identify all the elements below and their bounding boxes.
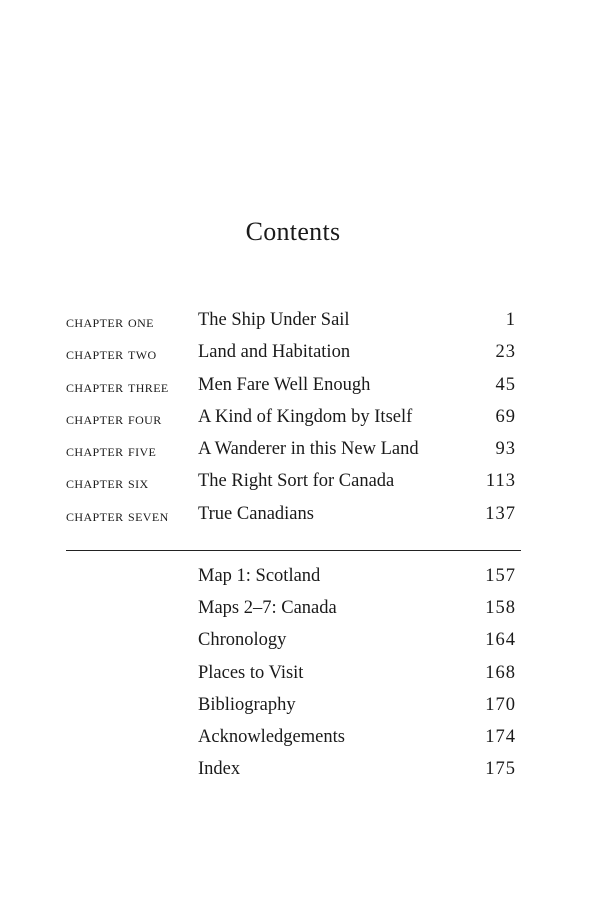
page-number: 23 [495,342,516,363]
chapter-title: The Right Sort for Canada [198,471,395,492]
chapter-title: A Kind of Kingdom by Itself [198,406,413,427]
toc-row [66,723,520,755]
back-matter-list [66,562,520,787]
chapter-title: True Canadians [198,503,314,524]
entry-title: Index [198,759,241,780]
page-number: 174 [485,726,516,747]
toc-row [66,659,520,691]
toc-row [66,435,520,467]
page-number: 175 [485,759,516,780]
page-number: 168 [485,662,516,683]
chapter-label: chapter four [66,408,162,428]
chapter-label: chapter two [66,344,157,364]
toc-row [66,306,520,338]
page-number: 157 [485,566,516,586]
entry-title: Map 1: Scotland [198,566,321,586]
chapter-title: Land and Habitation [198,342,351,363]
chapter-title: A Wanderer in this New Land [198,439,419,460]
page-number: 93 [495,439,516,460]
section-divider [66,550,521,551]
page-number: 45 [495,374,516,395]
toc-row [66,500,520,532]
entry-title: Chronology [198,630,287,651]
chapter-title: Men Fare Well Enough [198,374,371,395]
toc-row [66,562,520,594]
chapter-label: chapter seven [66,505,169,525]
page-title: Contents [245,217,341,246]
page-number: 137 [485,503,516,524]
page-number: 69 [495,406,516,427]
page-number: 113 [485,471,516,492]
page-number: 170 [485,694,516,715]
page-number: 1 [505,310,516,330]
toc-row [66,594,520,626]
chapter-label: chapter three [66,376,169,396]
chapter-label: chapter six [66,473,149,493]
chapter-label: chapter five [66,441,157,461]
toc-row [66,338,520,370]
toc-row [66,755,520,787]
chapter-title: The Ship Under Sail [198,310,350,330]
page-number: 164 [485,630,516,651]
entry-title: Maps 2–7: Canada [198,598,337,619]
chapter-label: chapter one [66,312,154,331]
toc-row [66,691,520,723]
page-number: 158 [485,598,516,619]
toc-row [66,626,520,658]
chapter-list [66,306,520,532]
toc-row [66,371,520,403]
entry-title: Acknowledgements [198,726,345,747]
entry-title: Places to Visit [198,662,304,683]
entry-title: Bibliography [198,694,296,715]
toc-row [66,403,520,435]
toc-row [66,467,520,499]
